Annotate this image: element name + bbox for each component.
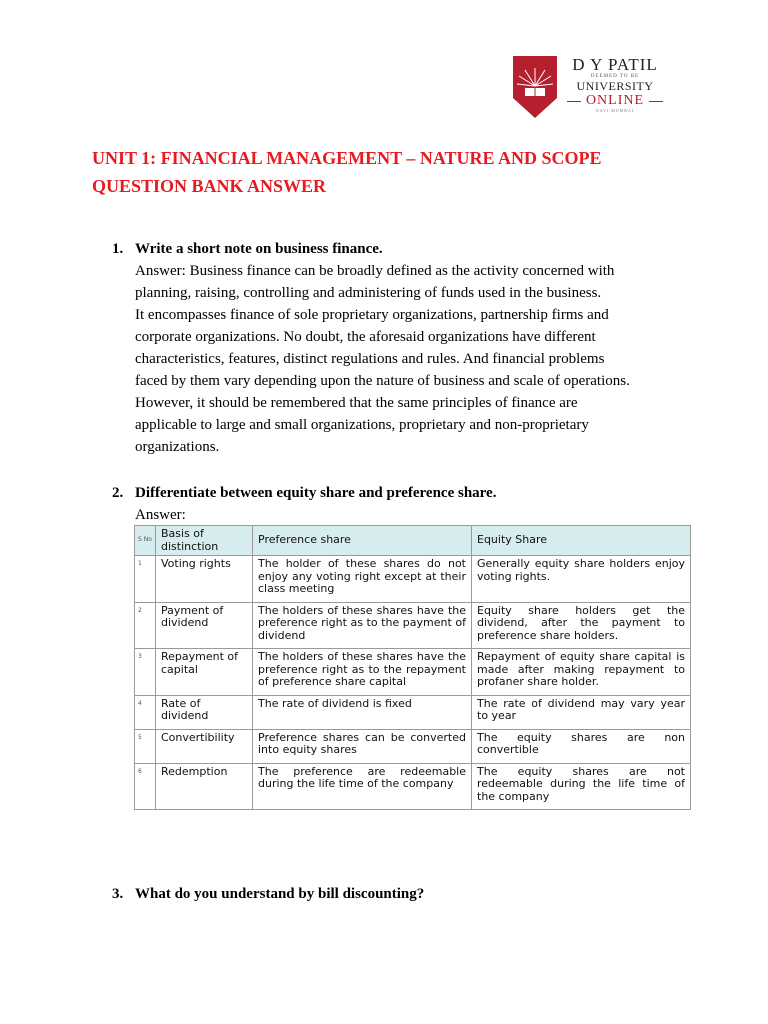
- answer-text: [135, 260, 692, 458]
- cell-preference: The holder of these shares do not enjoy any voting right except at their class meeting: [253, 556, 472, 603]
- cell-equity: Generally equity share holders enjoy voting rights.: [472, 556, 691, 603]
- cell-basis: Voting rights: [156, 556, 253, 603]
- cell-basis: Convertibility: [156, 729, 253, 763]
- cell-basis: Rate of dividend: [156, 695, 253, 729]
- logo-name: D Y PATIL: [572, 55, 658, 74]
- answer-line: corporate organizations. No doubt, the aforesaid organizations have different: [135, 329, 596, 345]
- header-basis: Basis of distinction: [156, 526, 253, 556]
- answer-line: Answer: Business finance can be broadly defined as the activity concerned with: [135, 263, 615, 279]
- answer-line: It encompasses finance of sole proprietary organizations, partnership firms and: [135, 307, 609, 323]
- cell-sno: 1: [135, 556, 156, 603]
- header-equity: Equity Share: [472, 526, 691, 556]
- table-row: [135, 602, 691, 649]
- university-logo: [511, 54, 661, 120]
- cell-preference: Preference shares can be converted into equity shares: [253, 729, 472, 763]
- table-row: [135, 695, 691, 729]
- logo-tagline: DEEMED TO BE: [590, 74, 640, 79]
- header-preference: Preference share: [253, 526, 472, 556]
- question-3: [112, 883, 692, 905]
- cell-sno: 5: [135, 729, 156, 763]
- cell-equity: The equity shares are not redeemable during the life time of the company: [472, 763, 691, 810]
- cell-basis: Redemption: [156, 763, 253, 810]
- title-line-2: QUESTION BANK ANSWER: [92, 176, 327, 196]
- cell-sno: 3: [135, 649, 156, 696]
- answer-label: Answer:: [135, 507, 186, 523]
- answer-line: faced by them vary depending upon the nature of business and scale of operations.: [135, 373, 630, 389]
- cell-preference: The holders of these shares have the preference right as to the repayment of preference share capital: [253, 649, 472, 696]
- question-number: 3.: [112, 886, 124, 902]
- table-header-row: [135, 526, 691, 556]
- page-title: [92, 144, 712, 200]
- logo-online: ONLINE: [565, 93, 665, 108]
- comparison-table: [134, 525, 691, 810]
- logo-location: NAVI MUMBAI: [595, 108, 635, 113]
- cell-preference: The preference are redeemable during the life time of the company: [253, 763, 472, 810]
- question-text: Differentiate between equity share and preference share.: [135, 485, 497, 501]
- cell-equity: The equity shares are non convertible: [472, 729, 691, 763]
- question-text: Write a short note on business finance.: [135, 241, 383, 257]
- question-text: What do you understand by bill discounting?: [135, 886, 425, 902]
- question-2: [112, 482, 692, 526]
- cell-equity: Repayment of equity share capital is made after making repayment to profaner share holder.: [472, 649, 691, 696]
- question-number: 2.: [112, 485, 124, 501]
- table-row: [135, 729, 691, 763]
- logo-university: UNIVERSITY: [576, 79, 654, 93]
- answer-line: planning, raising, controlling and administering of funds used in the business.: [135, 285, 602, 301]
- table-row: [135, 556, 691, 603]
- cell-sno: 4: [135, 695, 156, 729]
- table-row: [135, 763, 691, 810]
- answer-line: applicable to large and small organizations, proprietary and non-proprietary: [135, 417, 589, 433]
- cell-basis: Repayment of capital: [156, 649, 253, 696]
- title-line-1: UNIT 1: FINANCIAL MANAGEMENT – NATURE AND SCOPE: [92, 148, 602, 168]
- cell-basis: Payment of dividend: [156, 602, 253, 649]
- cell-sno: 6: [135, 763, 156, 810]
- answer-line: characteristics, features, distinct regulations and rules. And financial problems: [135, 351, 605, 367]
- cell-equity: The rate of dividend may vary year to year: [472, 695, 691, 729]
- answer-line: organizations.: [135, 439, 220, 455]
- cell-equity: Equity share holders get the dividend, after the payment to preference share holders.: [472, 602, 691, 649]
- header-sno: S No: [135, 526, 156, 556]
- question-number: 1.: [112, 241, 124, 257]
- cell-preference: The holders of these shares have the preference right as to the payment of dividend: [253, 602, 472, 649]
- question-1: [112, 238, 692, 458]
- answer-line: However, it should be remembered that the same principles of finance are: [135, 395, 578, 411]
- table-row: [135, 649, 691, 696]
- cell-sno: 2: [135, 602, 156, 649]
- cell-preference: The rate of dividend is fixed: [253, 695, 472, 729]
- university-crest-icon: [511, 54, 559, 120]
